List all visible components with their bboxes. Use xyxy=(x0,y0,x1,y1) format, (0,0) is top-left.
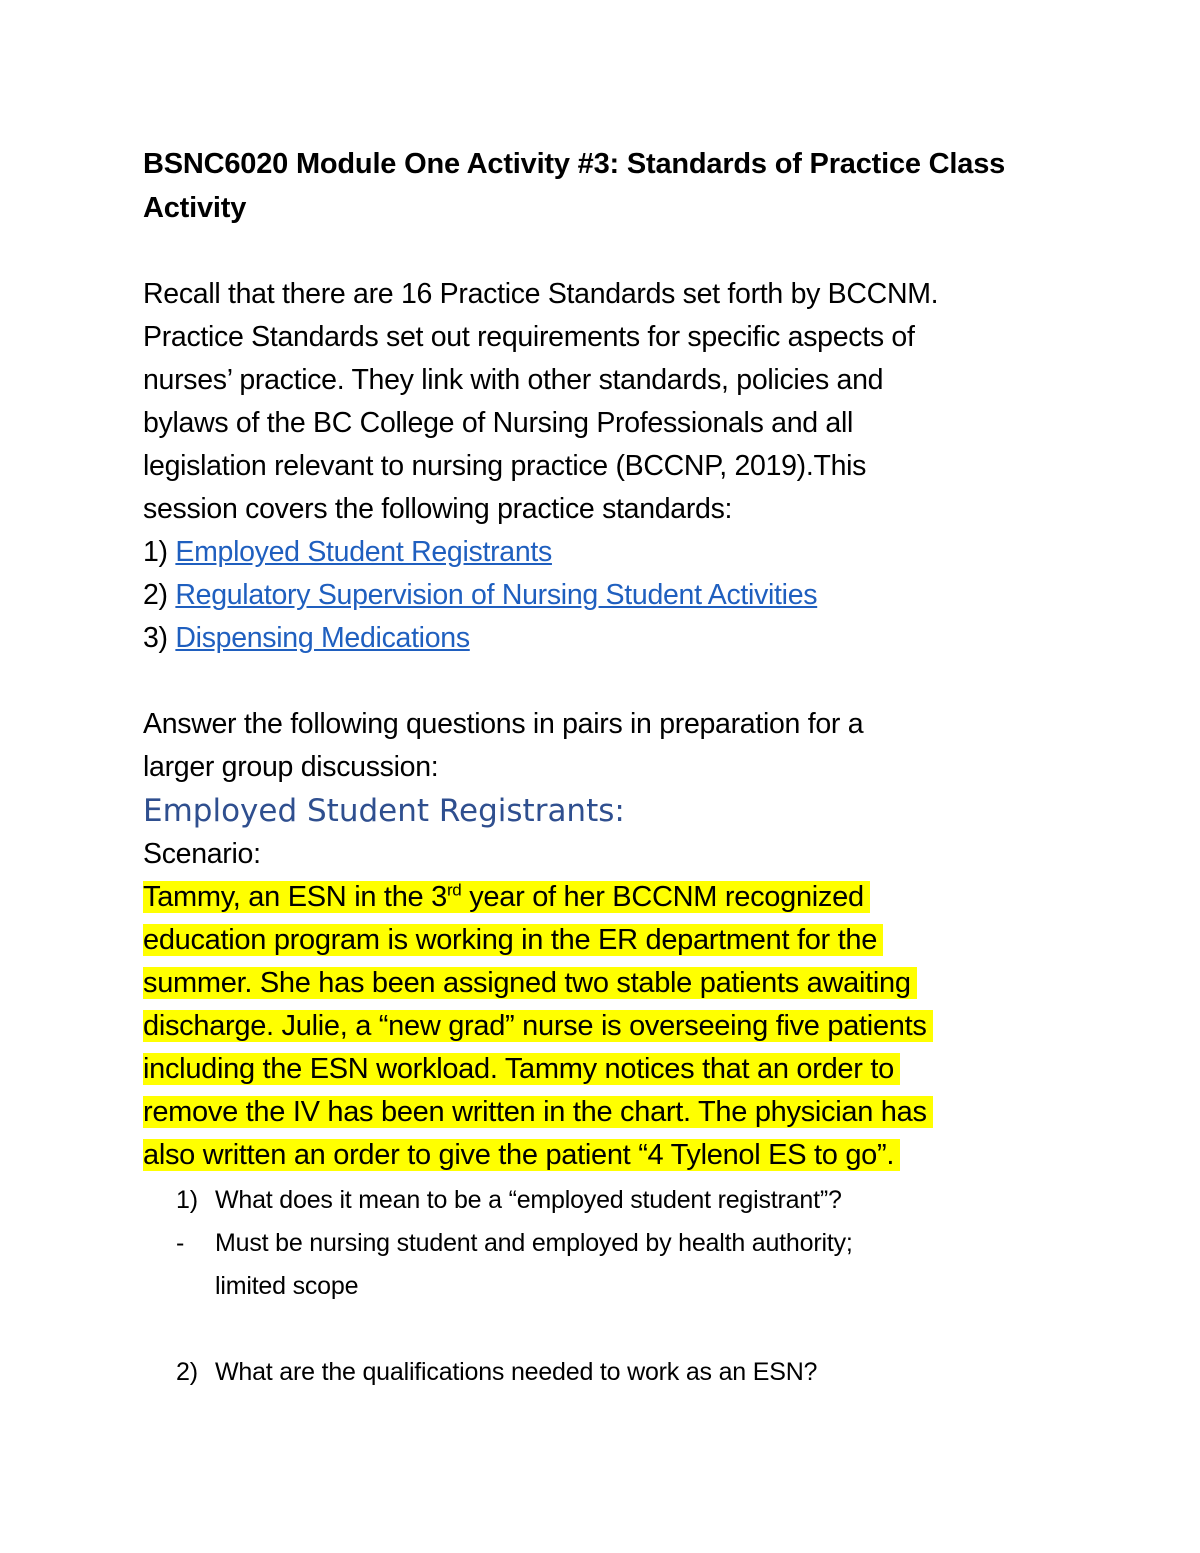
standard-number: 3) xyxy=(143,622,168,654)
questions-list xyxy=(143,1179,1063,1394)
section-heading: Employed Student Registrants: xyxy=(143,793,625,829)
question-marker: 2) xyxy=(176,1358,198,1386)
intro-line: nurses’ practice. They link with other standards, policies and xyxy=(143,364,884,396)
question-item xyxy=(143,1179,1063,1222)
standard-link-regulatory-supervision[interactable]: Regulatory Supervision of Nursing Student Activities xyxy=(175,579,818,611)
instructions-paragraph xyxy=(143,703,1063,789)
intro-paragraph xyxy=(143,273,1063,531)
scenario-label: Scenario: xyxy=(143,838,261,870)
scenario-line-3: summer. She has been assigned two stable patients awaiting xyxy=(143,967,917,999)
instructions-line: larger group discussion: xyxy=(143,751,439,783)
scenario-line-2: education program is working in the ER department for the xyxy=(143,924,883,956)
standard-item xyxy=(143,531,1063,574)
title-line-2: Activity xyxy=(143,192,247,224)
spacer xyxy=(143,1308,1063,1351)
standard-number: 2) xyxy=(143,579,168,611)
standard-item xyxy=(143,617,1063,660)
question-text: What does it mean to be a “employed student registrant”? xyxy=(215,1186,842,1214)
standard-link-employed-student-registrants[interactable]: Employed Student Registrants xyxy=(175,536,552,568)
question-item xyxy=(143,1351,1063,1394)
title-line-1: BSNC6020 Module One Activity #3: Standards of Practice Class xyxy=(143,148,1006,180)
question-marker: 1) xyxy=(176,1186,198,1214)
standard-link-dispensing-medications[interactable]: Dispensing Medications xyxy=(175,622,470,654)
scenario-line-5: including the ESN workload. Tammy notices that an order to xyxy=(143,1053,900,1085)
scenario-line-7: also written an order to give the patient “4 Tylenol ES to go”. xyxy=(143,1139,900,1171)
instructions-line: Answer the following questions in pairs in preparation for a xyxy=(143,708,864,740)
answer-text: limited scope xyxy=(215,1272,359,1300)
standards-list xyxy=(143,531,1063,660)
scenario-line-4: discharge. Julie, a “new grad” nurse is overseeing five patients xyxy=(143,1010,933,1042)
answer-marker xyxy=(143,1265,215,1308)
document-page xyxy=(143,142,1063,1394)
question-text: What are the qualifications needed to work as an ESN? xyxy=(215,1358,818,1386)
answer-item xyxy=(143,1222,1063,1265)
answer-marker: - xyxy=(176,1229,185,1257)
standard-number: 1) xyxy=(143,536,168,568)
intro-line: Recall that there are 16 Practice Standards set forth by BCCNM. xyxy=(143,278,939,310)
intro-line: bylaws of the BC College of Nursing Professionals and all xyxy=(143,407,854,439)
scenario-line-6: remove the IV has been written in the chart. The physician has xyxy=(143,1096,933,1128)
scenario-line-1: Tammy, an ESN in the 3rd year of her BCCNM recognized xyxy=(143,881,870,913)
document-title xyxy=(143,142,1063,230)
intro-line: legislation relevant to nursing practice (BCCNP, 2019).This xyxy=(143,450,867,482)
intro-line: Practice Standards set out requirements for specific aspects of xyxy=(143,321,915,353)
answer-text: Must be nursing student and employed by health authority; xyxy=(215,1229,853,1257)
scenario-text xyxy=(143,876,1063,1177)
standard-item xyxy=(143,574,1063,617)
intro-line: session covers the following practice standards: xyxy=(143,493,733,525)
answer-item xyxy=(143,1265,1063,1308)
